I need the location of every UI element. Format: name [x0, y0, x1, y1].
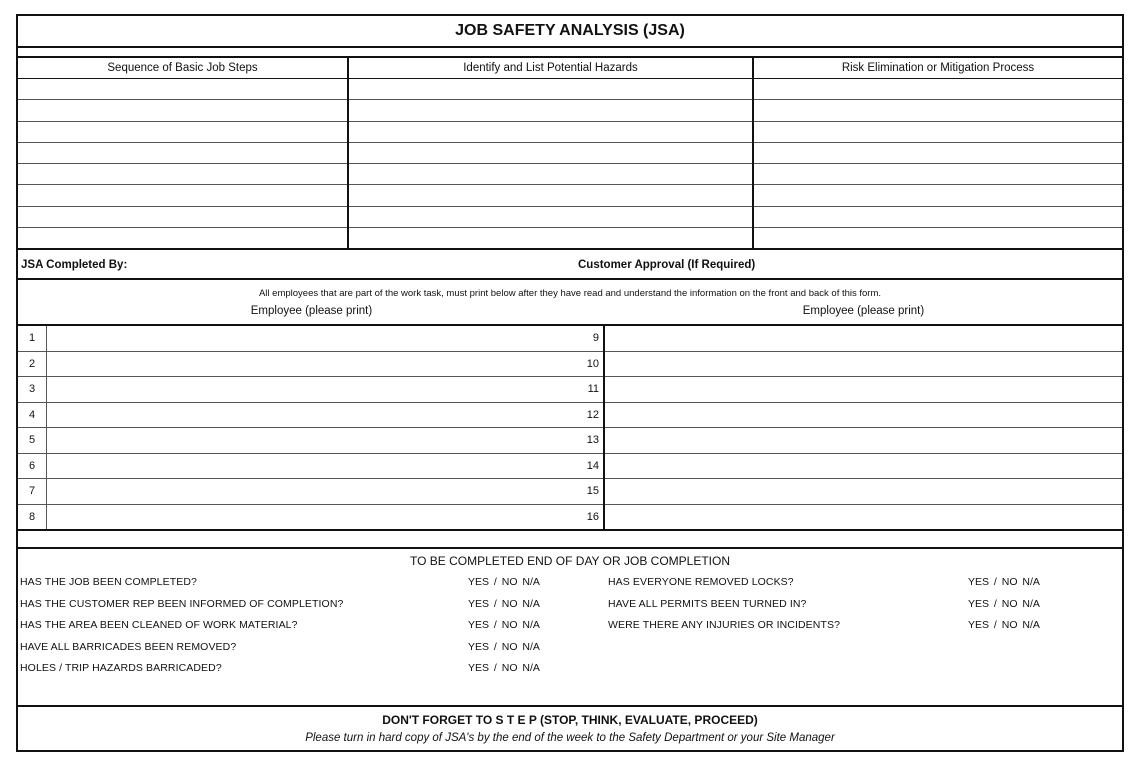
- employee-header-right: Employee (please print): [802, 305, 925, 317]
- blank-entry-row[interactable]: [754, 185, 1122, 206]
- checklist-question: HAS THE CUSTOMER REP BEEN INFORMED OF COMPLETION?: [20, 597, 344, 610]
- employee-row: [18, 505, 603, 530]
- blank-entry-row[interactable]: [349, 100, 752, 121]
- employee-number: 13: [586, 434, 599, 447]
- employee-number: 5: [18, 428, 47, 453]
- blank-entry-row[interactable]: [349, 185, 752, 206]
- employee-row[interactable]: [605, 352, 1122, 378]
- employee-row[interactable]: [605, 326, 1122, 352]
- job-steps-column: [18, 58, 347, 248]
- employee-name-field[interactable]: [47, 479, 323, 504]
- employee-name-field[interactable]: [47, 454, 323, 479]
- blank-entry-row[interactable]: [349, 207, 752, 228]
- employee-row[interactable]: [605, 454, 1122, 480]
- hazards-rows[interactable]: [349, 79, 752, 248]
- employee-name-field[interactable]: [47, 377, 323, 402]
- yes-no-na-option[interactable]: YES / NO N/A: [968, 576, 1040, 588]
- completion-checklist: [18, 549, 1122, 707]
- job-steps-header: Sequence of Basic Job Steps: [18, 58, 347, 79]
- employee-number: 4: [18, 403, 47, 428]
- employee-list-right: [605, 326, 1122, 529]
- completed-by-label: JSA Completed By:: [21, 259, 128, 271]
- employee-number: 11: [587, 383, 599, 396]
- spacer-row: [18, 531, 1122, 549]
- checklist-question: HAVE ALL PERMITS BEEN TURNED IN?: [608, 597, 807, 610]
- employee-number: 12: [586, 408, 599, 421]
- form-title: JOB SAFETY ANALYSIS (JSA): [18, 16, 1122, 48]
- employee-number: 3: [18, 377, 47, 402]
- employee-number: 7: [18, 479, 47, 504]
- employee-row: [18, 454, 603, 480]
- blank-entry-row[interactable]: [18, 228, 347, 248]
- employee-name-field[interactable]: [47, 428, 323, 453]
- employee-header: [18, 280, 1122, 326]
- yes-no-na-option[interactable]: YES / NO N/A: [968, 597, 1040, 610]
- employee-name-field[interactable]: [47, 505, 323, 530]
- checklist-question: WERE THERE ANY INJURIES OR INCIDENTS?: [608, 619, 841, 631]
- blank-entry-row[interactable]: [349, 228, 752, 248]
- checklist-question: HAS EVERYONE REMOVED LOCKS?: [608, 576, 794, 588]
- employee-row[interactable]: [605, 479, 1122, 505]
- employee-row[interactable]: [605, 377, 1122, 403]
- employee-name-field[interactable]: [47, 352, 323, 377]
- blank-entry-row[interactable]: [754, 164, 1122, 185]
- employee-name-field[interactable]: [47, 403, 323, 428]
- employee-list-left: [18, 326, 605, 529]
- mitigation-rows[interactable]: [754, 79, 1122, 248]
- checklist-question: HAVE ALL BARRICADES BEEN REMOVED?: [20, 640, 237, 653]
- mitigation-header: Risk Elimination or Mitigation Process: [754, 58, 1122, 79]
- hazards-column: [347, 58, 752, 248]
- yes-no-na-option[interactable]: YES / NO N/A: [468, 619, 540, 631]
- employee-row: [18, 326, 603, 352]
- blank-entry-row[interactable]: [754, 228, 1122, 248]
- employee-row: [18, 352, 603, 378]
- checklist-question: HOLES / TRIP HAZARDS BARRICADED?: [20, 662, 222, 674]
- blank-entry-row[interactable]: [349, 164, 752, 185]
- employee-number: 8: [18, 505, 47, 530]
- employee-number: 10: [586, 357, 599, 370]
- blank-entry-row[interactable]: [349, 79, 752, 100]
- step-reminder: DON'T FORGET TO S T E P (STOP, THINK, EVALUATE, PROCEED): [382, 713, 758, 727]
- employee-row: [18, 377, 603, 403]
- yes-no-na-option[interactable]: YES / NO N/A: [468, 597, 540, 610]
- employee-name-field[interactable]: [47, 326, 323, 351]
- footer: [18, 707, 1122, 752]
- blank-entry-row[interactable]: [18, 100, 347, 121]
- checklist-title: TO BE COMPLETED END OF DAY OR JOB COMPLETION: [409, 554, 731, 568]
- employee-row: [18, 403, 603, 429]
- hazard-table: [18, 56, 1122, 250]
- employee-row: [18, 479, 603, 505]
- blank-entry-row[interactable]: [18, 164, 347, 185]
- employee-notice: All employees that are part of the work task, must print below after they have read and understand the information on the front and back of this form.: [258, 288, 882, 299]
- blank-entry-row[interactable]: [754, 100, 1122, 121]
- submission-note: Please turn in hard copy of JSA's by the end of the week to the Safety Department or your Site Manager: [305, 732, 835, 744]
- employee-number: 1: [18, 326, 47, 351]
- employee-number: 2: [18, 352, 47, 377]
- employee-number: 14: [586, 459, 599, 472]
- signature-row: [18, 250, 1122, 280]
- employee-row: [18, 428, 603, 454]
- blank-entry-row[interactable]: [349, 122, 752, 143]
- blank-entry-row[interactable]: [18, 122, 347, 143]
- employee-row[interactable]: [605, 403, 1122, 429]
- yes-no-na-option[interactable]: YES / NO N/A: [968, 619, 1040, 631]
- customer-approval-label: Customer Approval (If Required): [578, 259, 756, 271]
- employee-table: [18, 326, 1122, 531]
- checklist-question: HAS THE AREA BEEN CLEANED OF WORK MATERIAL?: [20, 619, 298, 631]
- employee-row[interactable]: [605, 505, 1122, 530]
- blank-entry-row[interactable]: [18, 143, 347, 164]
- blank-entry-row[interactable]: [18, 207, 347, 228]
- employee-number: 9: [592, 332, 599, 345]
- employee-number: 16: [586, 510, 599, 523]
- employee-number: 15: [586, 485, 599, 498]
- blank-entry-row[interactable]: [754, 79, 1122, 100]
- mitigation-column: [752, 58, 1122, 248]
- yes-no-na-option[interactable]: YES / NO N/A: [468, 640, 540, 653]
- blank-entry-row[interactable]: [18, 79, 347, 100]
- hazards-header: Identify and List Potential Hazards: [349, 58, 752, 79]
- checklist-question: HAS THE JOB BEEN COMPLETED?: [20, 576, 197, 588]
- yes-no-na-option[interactable]: YES / NO N/A: [468, 662, 540, 674]
- blank-entry-row[interactable]: [18, 185, 347, 206]
- employee-number: 6: [18, 454, 47, 479]
- blank-entry-row[interactable]: [754, 143, 1122, 164]
- blank-entry-row[interactable]: [349, 143, 752, 164]
- blank-entry-row[interactable]: [754, 207, 1122, 228]
- employee-row[interactable]: [605, 428, 1122, 454]
- yes-no-na-option[interactable]: YES / NO N/A: [468, 576, 540, 588]
- employee-header-left: Employee (please print): [250, 305, 373, 317]
- blank-entry-row[interactable]: [754, 122, 1122, 143]
- jsa-form: [16, 14, 1124, 752]
- job-steps-rows[interactable]: [18, 79, 347, 248]
